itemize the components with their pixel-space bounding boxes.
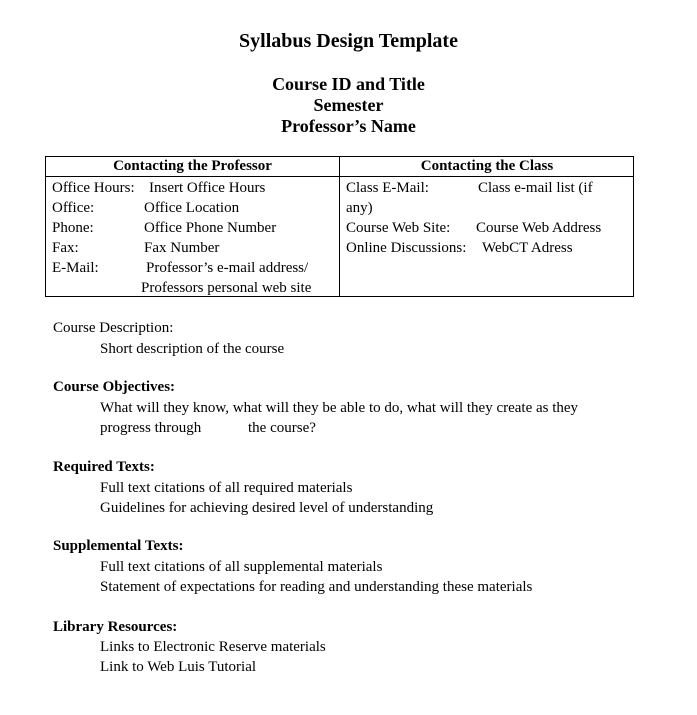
website-value: Professors personal web site — [141, 280, 312, 296]
phone-label: Phone: — [52, 220, 94, 236]
office-hours-label: Office Hours: — [52, 180, 135, 196]
library-resources-heading: Library Resources: — [53, 619, 178, 635]
library-resources-line-2: Link to Web Luis Tutorial — [100, 659, 257, 675]
office-label: Office: — [52, 200, 95, 216]
required-texts-heading: Required Texts: — [53, 459, 155, 475]
course-website-label: Course Web Site: — [346, 220, 451, 236]
fax-value: Fax Number — [144, 240, 220, 256]
supplemental-texts-heading: Supplemental Texts: — [53, 538, 184, 554]
class-contact-header: Contacting the Class — [420, 158, 554, 174]
office-hours-value: Insert Office Hours — [149, 180, 266, 196]
supplemental-texts-line-1: Full text citations of all supplemental materials — [100, 559, 383, 575]
office-value: Office Location — [144, 200, 240, 216]
required-texts-line-1: Full text citations of all required materials — [100, 480, 353, 496]
course-objectives-line-2b: the course? — [248, 420, 316, 436]
course-id-title: Course ID and Title — [272, 74, 425, 94]
course-description-text: Short description of the course — [100, 341, 285, 357]
required-texts-line-2: Guidelines for achieving desired level of understanding — [100, 500, 434, 516]
supplemental-texts-line-2: Statement of expectations for reading and understanding these materials — [100, 579, 533, 595]
online-discussions-value: WebCT Adress — [482, 240, 573, 256]
class-email-label: Class E-Mail: — [346, 180, 429, 196]
course-website-value: Course Web Address — [476, 220, 602, 236]
class-email-value: Class e-mail list (if — [478, 180, 593, 196]
email-label: E-Mail: — [52, 260, 99, 276]
column-divider — [339, 157, 340, 296]
professor-contact-header: Contacting the Professor — [113, 158, 272, 174]
document-title: Syllabus Design Template — [239, 30, 458, 52]
course-objectives-line-2a: progress through — [100, 420, 202, 436]
library-resources-line-1: Links to Electronic Reserve materials — [100, 639, 326, 655]
course-objectives-line-1: What will they know, what will they be able to do, what will they create as they — [100, 400, 579, 416]
course-description-label: Course Description: — [53, 320, 174, 336]
course-objectives-heading: Course Objectives: — [53, 379, 176, 395]
phone-value: Office Phone Number — [144, 220, 277, 236]
email-value: Professor’s e-mail address/ — [146, 260, 309, 276]
semester: Semester — [313, 95, 384, 115]
fax-label: Fax: — [52, 240, 79, 256]
class-email-value-continued: any) — [346, 200, 373, 216]
online-discussions-label: Online Discussions: — [346, 240, 467, 256]
header-divider — [46, 176, 633, 177]
professor-name: Professor’s Name — [281, 116, 416, 136]
contact-table — [45, 156, 634, 297]
